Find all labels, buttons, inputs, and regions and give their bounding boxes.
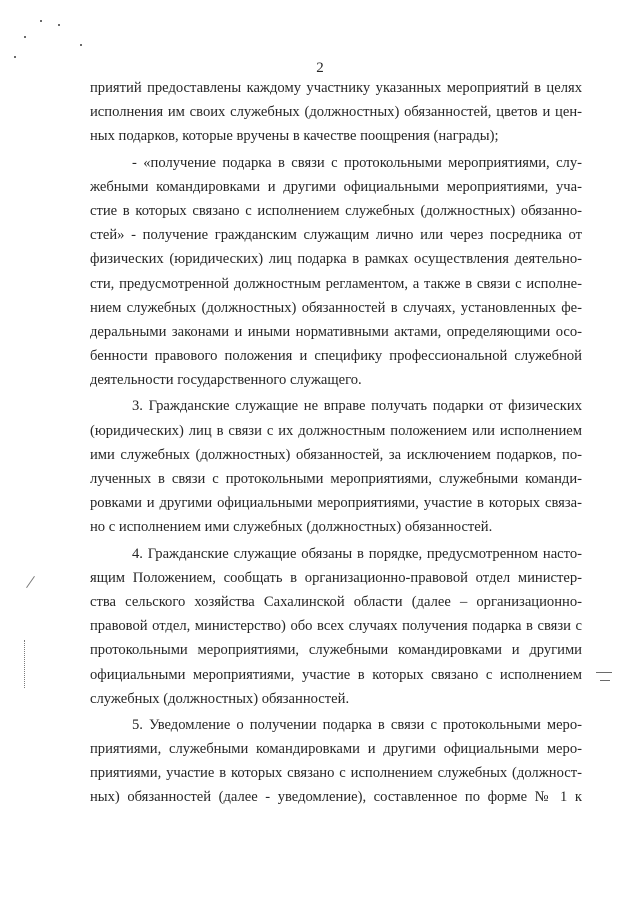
- text-line: исполнения им своих служебных (должностных) обязанностей, цветов и цен-: [90, 104, 582, 121]
- text-line: сти, предусмотренной должностным регламентом, а также в связи с исполне-: [90, 275, 582, 292]
- text-line: ровками и другими официальными мероприятиями, участие в которых связа-: [90, 495, 582, 512]
- text-line: лученных в связи с протокольными мероприятиями, служебными команди-: [90, 471, 582, 487]
- text-line: стей» - получение гражданским служащим лично или через посредника от: [90, 227, 582, 244]
- scan-speck: [40, 20, 42, 22]
- text-line: ящим Положением, сообщать в организационно-правовой отдел министер-: [90, 569, 582, 586]
- scan-speck: [58, 24, 60, 26]
- text-line: деятельности государственного служащего.: [90, 372, 362, 389]
- text-line: жебными командировками и другими официальными мероприятиями, уча-: [90, 178, 582, 195]
- paragraph-definition: [90, 151, 582, 393]
- text-line: ими служебных (должностных) обязанностей, за исключением подарков, по-: [90, 446, 582, 463]
- text-line: служебных (должностных) обязанностей.: [90, 690, 350, 707]
- paragraph-item-5: [90, 713, 582, 810]
- text-line: правовой отдел, министерство) обо всех случаях получения подарка в связи с: [90, 618, 582, 635]
- text-line: 5. Уведомление о получении подарка в связи с протокольными меро-: [132, 716, 582, 733]
- text-line: нием служебных (должностных) обязанностей в случаях, установленных фе-: [90, 299, 582, 316]
- page-number: 2: [316, 60, 324, 76]
- text-line: физических (юридических) лиц подарка в рамках осуществления деятельно-: [90, 251, 582, 268]
- paragraph-item-3: [90, 394, 582, 539]
- scan-margin-mark: [24, 640, 25, 688]
- paragraph-continued-list-item: [90, 76, 582, 149]
- text-line: - «получение подарка в связи с протокольными мероприятиями, слу-: [132, 154, 582, 171]
- text-line: протокольными мероприятиями, служебными командировками и другими: [90, 642, 582, 659]
- text-line: стие в которых связано с исполнением служебных (должностных) обязанно-: [90, 202, 582, 219]
- text-line: приятий предоставлены каждому участнику указанных мероприятий в целях: [90, 80, 582, 96]
- text-line: 4. Гражданские служащие обязаны в порядке, предусмотренном насто-: [132, 545, 582, 562]
- text-line: (юридических) лиц в связи с их должностным положением или исполнением: [90, 422, 582, 439]
- text-line: приятиями, участие в которых связано с исполнением служебных (должност-: [90, 765, 582, 782]
- document-body: [90, 76, 582, 810]
- text-line: бенности правового положения и специфику профессиональной служебной: [90, 348, 582, 365]
- scan-speck: [80, 44, 82, 46]
- text-line: приятиями, служебными командировками и другими официальными меро-: [90, 741, 582, 758]
- text-line: 3. Гражданские служащие не вправе получать подарки от физических: [132, 398, 582, 415]
- text-line: ных подарков, которые вручены в качестве поощрения (награды);: [90, 128, 499, 145]
- paragraph-item-4: [90, 542, 582, 711]
- text-line: но с исполнением ими служебных (должностных) обязанностей.: [90, 519, 493, 536]
- scan-speck: [596, 672, 612, 673]
- scan-speck: [24, 36, 26, 38]
- scan-speck: [14, 56, 16, 58]
- text-line: деральными законами и иными нормативными актами, определяющими осо-: [90, 323, 582, 340]
- text-line: ных) обязанностей (далее - уведомление), составленное по форме № 1 к: [90, 789, 582, 806]
- text-line: ства сельского хозяйства Сахалинской области (далее – организационно-: [90, 593, 582, 610]
- text-line: официальными мероприятиями, участие в которых связано с исполнением: [90, 666, 582, 683]
- scan-speck: [600, 680, 610, 681]
- scan-margin-mark: [26, 576, 35, 588]
